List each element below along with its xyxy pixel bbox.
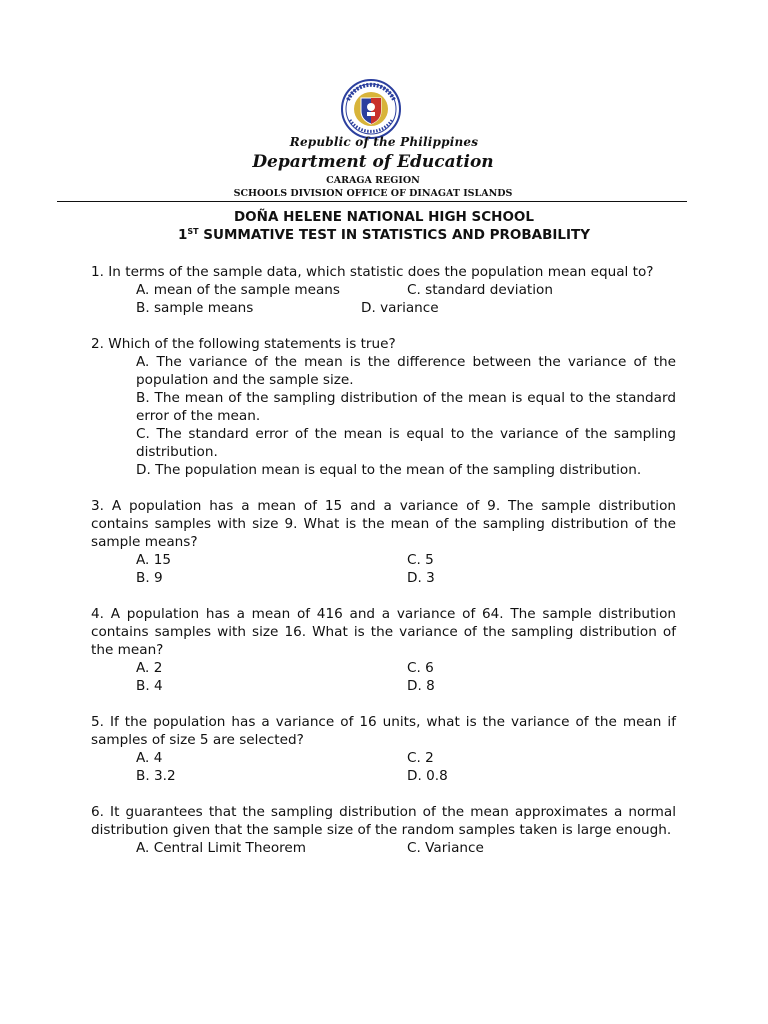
option-d: D. variance [361,300,439,316]
question-text: 4. A population has a mean of 416 and a variance of 64. The sample distribution contains samples with size 16. What is the variance of the sampling distribution of the mean? [91,606,676,658]
option-d: D. 8 [407,678,435,694]
option-c: C. 5 [407,552,434,568]
option-b: B. The mean of the sampling distribution of the mean is equal to the standard error of the mean. [136,390,676,424]
option-a: A. Central Limit Theorem [136,840,307,856]
department-line: Department of Education [252,152,494,172]
options-row [91,551,676,569]
region-line: CARAGA REGION [326,175,420,186]
question-4 [91,605,676,695]
test-title [0,227,768,243]
option-a: A. 15 [136,552,171,568]
option-a: A. The variance of the mean is the difference between the variance of the population and the sample size. [136,354,676,388]
option-b: B. sample means [136,300,254,316]
question-text: 1. In terms of the sample data, which statistic does the population mean equal to? [91,264,654,280]
option-a: A. mean of the sample means [136,282,341,298]
header-divider [57,201,687,202]
question-5 [91,713,676,785]
option-b: B. 3.2 [136,768,176,784]
school-name: DOÑA HELENE NATIONAL HIGH SCHOOL [233,209,535,225]
option-b: B. 9 [136,570,163,586]
question-text: 6. It guarantees that the sampling distribution of the mean approximates a normal distribution given that the sample size of the random samples taken is large enough. [91,804,676,838]
option-c: C. standard deviation [407,282,553,298]
option-d: D. The population mean is equal to the mean of the sampling distribution. [136,462,642,478]
division-line: SCHOOLS DIVISION OFFICE OF DINAGAT ISLANDS [233,188,513,199]
option-c: C. 6 [407,660,434,676]
options-row [91,839,676,857]
test-title-number: 1 [177,227,188,243]
options-row [91,281,676,299]
options-row [91,749,676,767]
option-c: C. 2 [407,750,434,766]
options-row [91,659,676,677]
options-row [91,767,676,785]
option-d: D. 3 [407,570,435,586]
deped-seal-logo [336,78,406,140]
option-d: D. 0.8 [407,768,448,784]
option-b: B. 4 [136,678,163,694]
question-1 [91,263,676,317]
question-3 [91,497,676,587]
option-a: A. 2 [136,660,163,676]
options-row [91,677,676,695]
options-row [91,569,676,587]
test-title-suffix: ST [187,227,199,236]
question-text: 3. A population has a mean of 15 and a variance of 9. The sample distribution contains samples with size 9. What is the mean of the sampling distribution of the sample means? [91,498,676,550]
option-c: C. The standard error of the mean is equal to the variance of the sampling distribution. [136,426,676,460]
question-2 [91,335,676,479]
question-text: 2. Which of the following statements is true? [91,336,396,352]
option-c: C. Variance [407,840,484,856]
option-a: A. 4 [136,750,163,766]
question-text: 5. If the population has a variance of 16 units, what is the variance of the mean if samples of size 5 are selected? [91,714,676,748]
questions-list [91,263,676,875]
options-row [91,299,676,317]
republic-line: Republic of the Philippines [289,135,479,149]
question-6 [91,803,676,857]
test-title-text: SUMMATIVE TEST IN STATISTICS AND PROBABILITY [198,227,591,243]
